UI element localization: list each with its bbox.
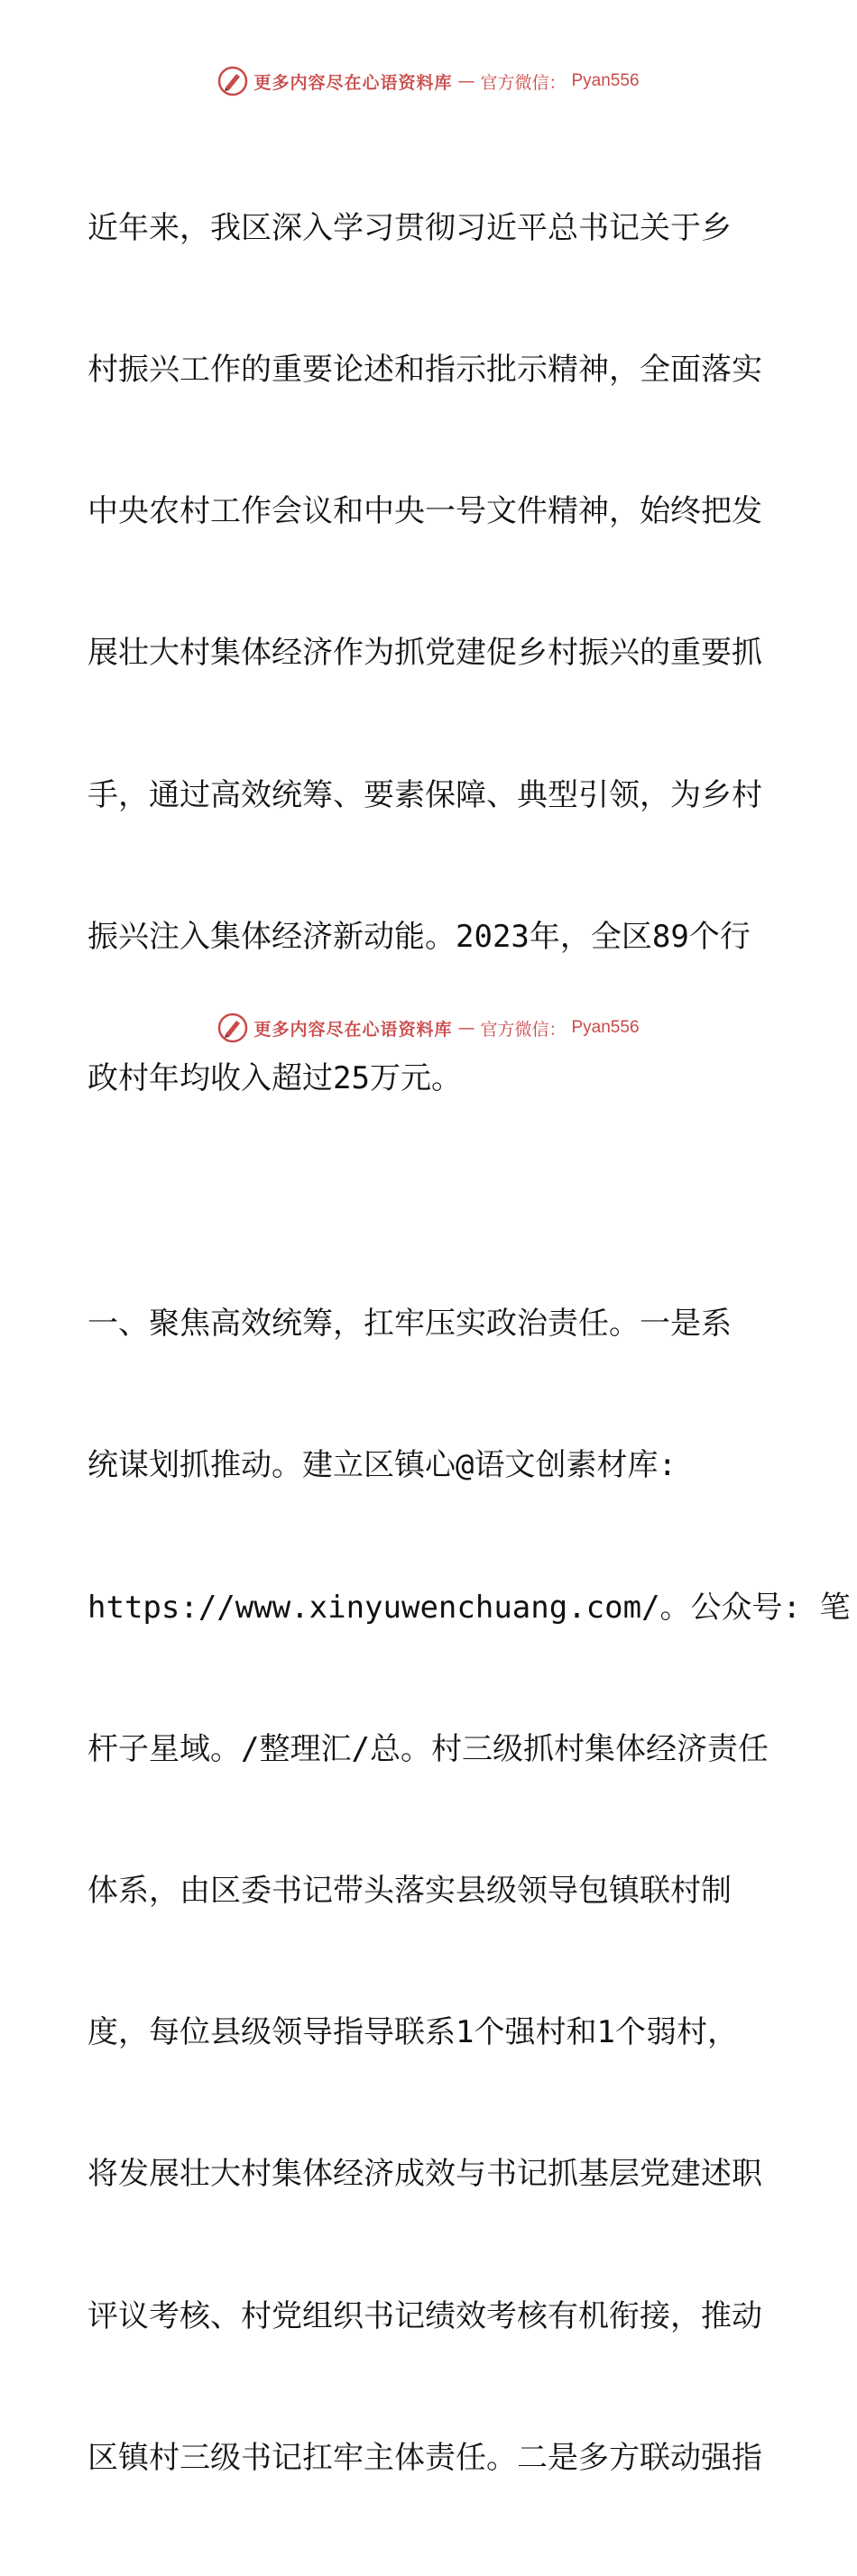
text-line: 展壮大村集体经济作为抓党建促乡村振兴的重要抓 (88, 635, 762, 672)
text-line: 政村年均收入超过25万元。 (88, 1060, 462, 1097)
text-line: 振兴注入集体经济新动能。2023年，全区89个行 (88, 918, 751, 955)
text-line: 区镇村三级书记扛牢主体责任。二是多方联动强指 (88, 2439, 762, 2476)
banner-wechat-label: 官方微信： (480, 72, 567, 93)
footer-banner (0, 1010, 857, 1046)
banner-wechat-id: Pyan556 (571, 71, 640, 90)
text-line: 评议考核、村党组织书记绩效考核有机衔接，推动 (88, 2297, 762, 2334)
text-line: 手，通过高效统筹、要素保障、典型引领，为乡村 (88, 776, 762, 813)
banner-title: 更多内容尽在心语资料库 (253, 72, 453, 93)
paragraph-section-one (88, 1205, 851, 2576)
banner-title: 更多内容尽在心语资料库 (253, 1019, 453, 1040)
text-line: 村振兴工作的重要论述和指示批示精神，全面落实 (88, 352, 762, 389)
text-line: 将发展壮大村集体经济成效与书记抓基层党建述职 (88, 2156, 762, 2193)
text-line: 统谋划抓推动。建立区镇心@语文创素材库: (88, 1447, 677, 1484)
text-line: 一、聚焦高效统筹，扛牢压实政治责任。一是系 (88, 1306, 732, 1343)
text-line: 杆子星域。/整理汇/总。村三级抓村集体经济责任 (88, 1730, 769, 1767)
header-banner (0, 63, 857, 99)
text-line: 度，每位县级领导指导联系1个强村和1个弱村， (88, 2014, 738, 2051)
logo-icon (217, 66, 248, 96)
banner-separator: — (457, 1018, 475, 1038)
text-line: 近年来，我区深入学习贯彻习近平总书记关于乡 (88, 209, 732, 246)
text-line: 体系，由区委书记带头落实县级领导包镇联村制 (88, 1873, 732, 1910)
text-line: 中央农村工作会议和中央一号文件精神，始终把发 (88, 493, 762, 530)
text-line: https://www.xinyuwenchuang.com/。公众号: 笔 (88, 1589, 851, 1626)
banner-separator: — (457, 71, 475, 91)
banner-wechat-id: Pyan556 (571, 1018, 640, 1037)
banner-wechat-label: 官方微信： (480, 1019, 567, 1040)
logo-icon (217, 1013, 248, 1043)
document-body (88, 110, 851, 2576)
